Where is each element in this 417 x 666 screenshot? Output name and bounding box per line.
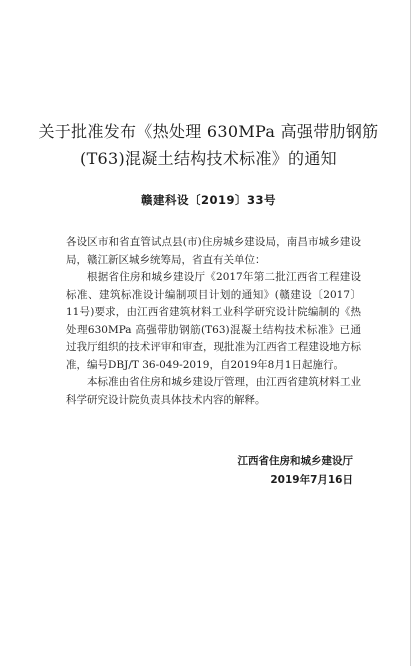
document-number: 赣建科设〔2019〕33号	[140, 193, 276, 207]
notice-body	[66, 234, 361, 409]
body-paragraph-1: 根据省住房和城乡建设厅《2017年第二批江西省工程建设标准、建筑标准设计编制项目计划的通知》(赣建设〔2017〕11号)要求，由江西省建筑材料工业科学研究设计院编制的《热处理630MPa 高强带肋钢筋(T63)混凝土结构技术标准》已通过我厅组织的技术评审和审查，现批准为江西省工程建设地方标准，编号DBJ/T 36-049-2019，自2019年8月1日起施行。	[66, 271, 361, 371]
notice-title-line-1: 关于批准发布《热处理 630MPa 高强带肋钢筋	[38, 122, 379, 141]
body-paragraph-2: 本标准由省住房和城乡建设厅管理，由江西省建筑材料工业科学研究设计院负责具体技术内容的解释。	[66, 376, 361, 406]
signature-block	[153, 452, 353, 490]
issue-date: 2019年7月16日	[270, 474, 353, 486]
page-edge-line	[410, 0, 411, 666]
notice-title-line-2: (T63)混凝土结构技术标准》的通知	[80, 149, 337, 168]
salutation: 各设区市和省直管试点县(市)住房城乡建设局，南昌市城乡建设局，赣江新区城乡统筹局，省直有关单位：	[66, 236, 361, 266]
notice-title	[20, 118, 397, 172]
issuer-name: 江西省住房和城乡建设厅	[237, 455, 353, 467]
